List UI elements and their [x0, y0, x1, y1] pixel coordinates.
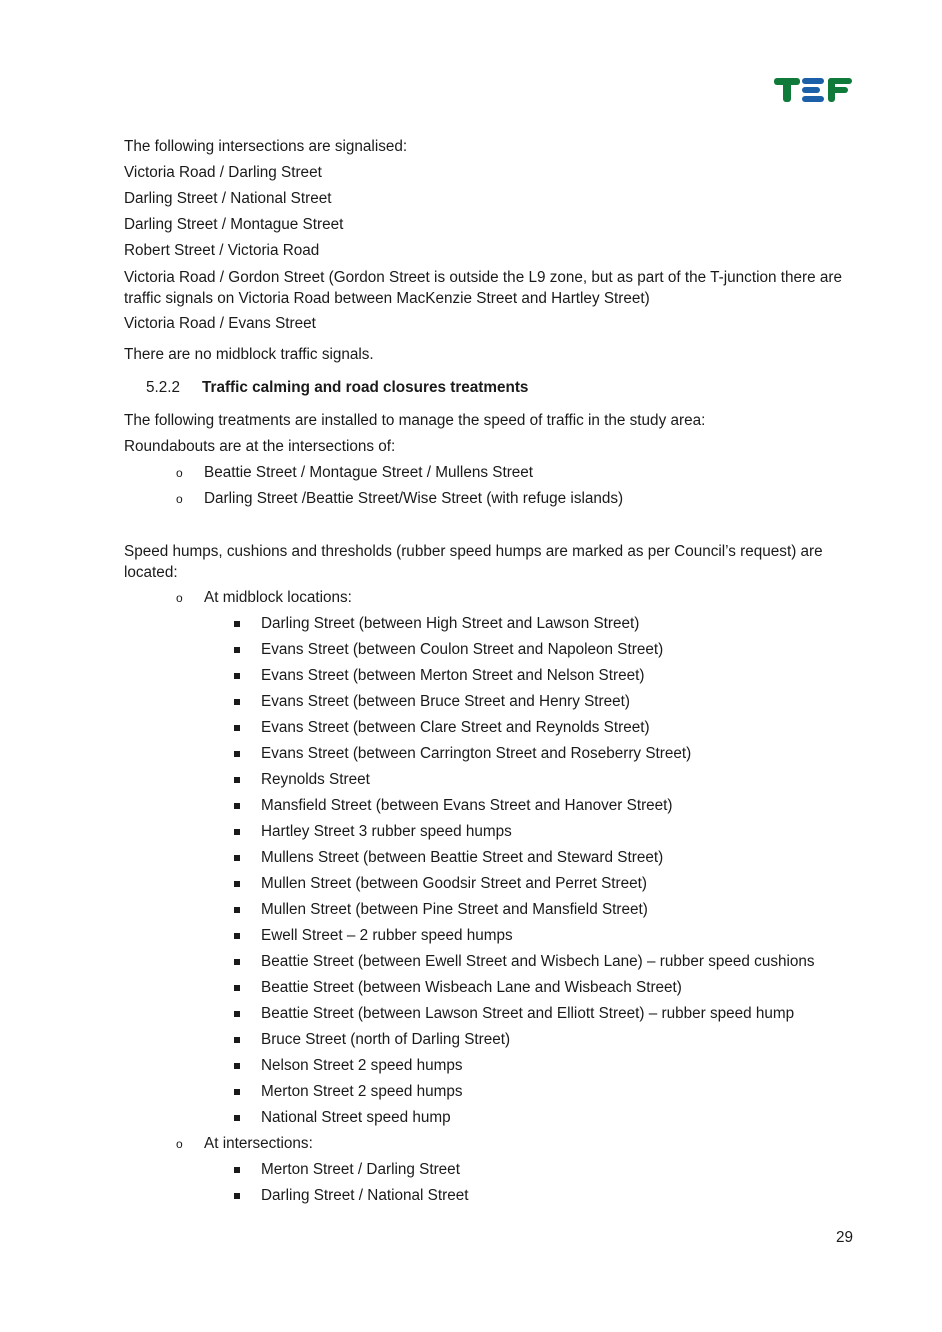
list-item-text: Beattie Street (between Lawson Street and Elliott Street) – rubber speed hump: [261, 1005, 795, 1022]
document-body: [124, 134, 864, 1209]
humps-lead: Speed humps, cushions and thresholds (rubber speed humps are marked as per Council’s request) are located:: [124, 542, 823, 581]
list-item: [124, 715, 864, 741]
list-item: [124, 1079, 864, 1105]
signalised-item: Darling Street / National Street: [124, 190, 332, 207]
square-bullet-icon: [234, 1167, 240, 1173]
list-item-text: Darling Street / National Street: [261, 1187, 469, 1204]
list-item-text: Merton Street / Darling Street: [261, 1161, 460, 1178]
list-item: [124, 767, 864, 793]
list-item-text: Beattie Street (between Ewell Street and Wisbech Lane) – rubber speed cushions: [261, 953, 815, 970]
list-item: [124, 611, 864, 637]
list-item-text: Reynolds Street: [261, 771, 370, 788]
list-item-text: Ewell Street – 2 rubber speed humps: [261, 927, 513, 944]
list-item: [124, 793, 864, 819]
signalised-item: Robert Street / Victoria Road: [124, 242, 320, 259]
list-item: o At midblock locations:: [124, 585, 864, 611]
list-item: [124, 663, 864, 689]
company-logo: [774, 76, 854, 104]
circle-bullet-icon: o: [176, 591, 183, 605]
list-item: o Beattie Street / Montague Street / Mullens Street: [124, 460, 864, 486]
list-item: [124, 845, 864, 871]
list-item: [124, 949, 864, 975]
square-bullet-icon: [234, 621, 240, 627]
list-item-text: National Street speed hump: [261, 1109, 451, 1126]
list-item-text: Mullen Street (between Goodsir Street and Perret Street): [261, 875, 648, 892]
square-bullet-icon: [234, 1193, 240, 1199]
list-item: [124, 819, 864, 845]
roundabouts-lead: Roundabouts are at the intersections of:: [124, 438, 396, 455]
list-item-text: Evans Street (between Bruce Street and Henry Street): [261, 693, 631, 710]
signalised-item: Victoria Road / Darling Street: [124, 164, 322, 181]
square-bullet-icon: [234, 699, 240, 705]
square-bullet-icon: [234, 725, 240, 731]
circle-bullet-icon: o: [176, 492, 183, 506]
list-item-text: Nelson Street 2 speed humps: [261, 1057, 463, 1074]
list-item-text: Bruce Street (north of Darling Street): [261, 1031, 511, 1048]
treatments-lead: The following treatments are installed to manage the speed of traffic in the study area:: [124, 412, 706, 429]
list-item: [124, 975, 864, 1001]
square-bullet-icon: [234, 1115, 240, 1121]
square-bullet-icon: [234, 1063, 240, 1069]
list-item-text: Darling Street (between High Street and Lawson Street): [261, 615, 640, 632]
square-bullet-icon: [234, 777, 240, 783]
intro-lead: The following intersections are signalised:: [124, 138, 408, 155]
signalised-item-gordon: Victoria Road / Gordon Street (Gordon Street is outside the L9 zone, but as part of the T-junction there are traffic signals on Victoria Road between MacKenzie Street and Hartley Street): [124, 268, 842, 307]
signalised-item: Victoria Road / Evans Street: [124, 315, 316, 332]
list-item: [124, 1183, 864, 1209]
list-item-text: Beattie Street (between Wisbeach Lane and Wisbeach Street): [261, 979, 682, 996]
square-bullet-icon: [234, 907, 240, 913]
list-item: [124, 689, 864, 715]
square-bullet-icon: [234, 673, 240, 679]
list-item: [124, 1027, 864, 1053]
square-bullet-icon: [234, 881, 240, 887]
list-item-text: Hartley Street 3 rubber speed humps: [261, 823, 512, 840]
square-bullet-icon: [234, 985, 240, 991]
square-bullet-icon: [234, 933, 240, 939]
list-item: [124, 637, 864, 663]
midblock-list: [124, 611, 864, 1131]
list-item: [124, 923, 864, 949]
list-item: [124, 1001, 864, 1027]
list-item: [124, 1105, 864, 1131]
square-bullet-icon: [234, 647, 240, 653]
section-number: 5.2.2: [146, 379, 181, 396]
list-item-text: Evans Street (between Merton Street and Nelson Street): [261, 667, 645, 684]
square-bullet-icon: [234, 1089, 240, 1095]
square-bullet-icon: [234, 855, 240, 861]
circle-bullet-icon: o: [176, 1137, 183, 1151]
list-item: [124, 741, 864, 767]
list-item: [124, 1157, 864, 1183]
list-item-text: Mullen Street (between Pine Street and Mansfield Street): [261, 901, 648, 918]
list-item: o At intersections:: [124, 1131, 864, 1157]
list-item-text: Evans Street (between Carrington Street and Roseberry Street): [261, 745, 692, 762]
section-title: Traffic calming and road closures treatments: [202, 379, 529, 396]
list-item-text: Mansfield Street (between Evans Street and Hanover Street): [261, 797, 673, 814]
list-item-text: Mullens Street (between Beattie Street and Steward Street): [261, 849, 664, 866]
signalised-item: Darling Street / Montague Street: [124, 216, 344, 233]
no-midblock-note: There are no midblock traffic signals.: [124, 346, 374, 363]
square-bullet-icon: [234, 803, 240, 809]
list-item-text: Evans Street (between Clare Street and Reynolds Street): [261, 719, 650, 736]
intersections-list: [124, 1157, 864, 1209]
square-bullet-icon: [234, 829, 240, 835]
square-bullet-icon: [234, 1037, 240, 1043]
section-heading: [124, 375, 864, 401]
list-item: [124, 871, 864, 897]
list-item: [124, 1053, 864, 1079]
square-bullet-icon: [234, 959, 240, 965]
square-bullet-icon: [234, 751, 240, 757]
square-bullet-icon: [234, 1011, 240, 1017]
circle-bullet-icon: o: [176, 466, 183, 480]
list-item: [124, 897, 864, 923]
list-item-text: Evans Street (between Coulon Street and Napoleon Street): [261, 641, 664, 658]
list-item: o Darling Street /Beattie Street/Wise Street (with refuge islands): [124, 486, 864, 512]
list-item-text: Merton Street 2 speed humps: [261, 1083, 463, 1100]
page-number: 29: [835, 1229, 853, 1246]
